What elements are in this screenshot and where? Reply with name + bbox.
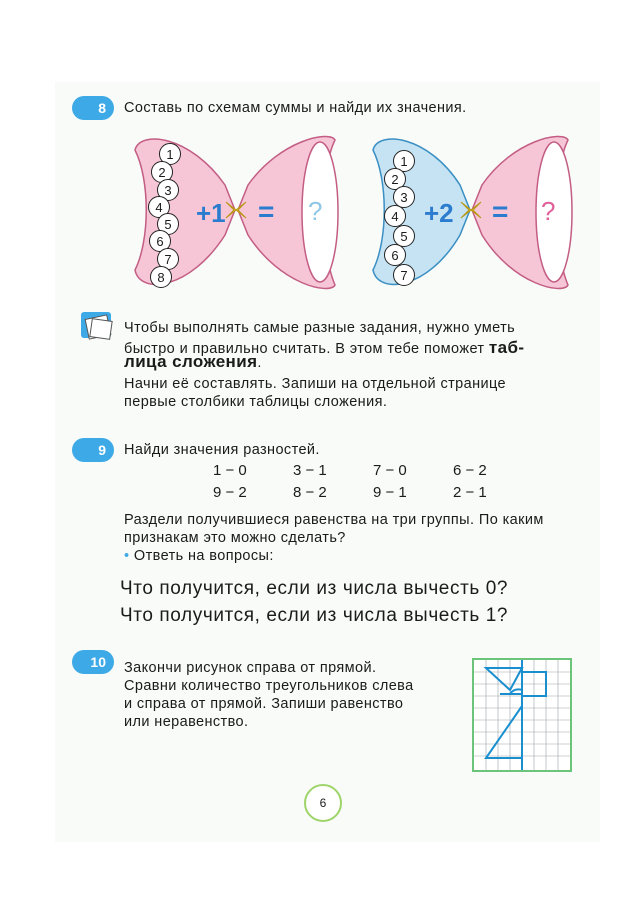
unknown-result: ? (308, 196, 323, 226)
bullet-icon: • (124, 548, 130, 564)
page-number (304, 784, 342, 822)
task-10-line-2: Сравни количество треугольников слева (124, 678, 414, 694)
task-9-bullet (124, 546, 274, 566)
page-number-text: 6 (319, 796, 327, 810)
unknown-result: ? (541, 196, 556, 226)
task-10-number: 10 (90, 654, 106, 670)
task-9-questions (120, 575, 508, 629)
equals-sign: = (258, 196, 275, 227)
task-10-line-4: или неравенство. (124, 714, 249, 730)
bubble: 8 (150, 266, 172, 288)
bubble: 1 (159, 143, 181, 165)
task-9-question-2: Что получится, если из числа вычесть 1? (120, 605, 509, 626)
bubble: 6 (384, 244, 406, 266)
bubble: 1 (393, 150, 415, 172)
bubble: 3 (393, 186, 415, 208)
bubble: 7 (157, 248, 179, 270)
task-8-number: 8 (98, 100, 106, 116)
task-10-badge (72, 650, 114, 674)
bubble: 5 (393, 225, 415, 247)
task-10-line-1: Закончи рисунок справа от прямой. (124, 660, 377, 676)
bubble: 4 (148, 196, 170, 218)
notebook-icon (78, 308, 116, 346)
expression: 8 − 2 (293, 484, 327, 501)
task-10-line-3: и справа от прямой. Запиши равенство (124, 696, 404, 712)
task-9-badge (72, 438, 114, 462)
triangle-drawing (474, 660, 570, 770)
expression: 9 − 1 (373, 484, 407, 501)
task-9-number: 9 (98, 442, 106, 458)
tip-line-5: первые столбики таблицы сложения. (124, 394, 388, 410)
tip-line-3 (124, 352, 262, 373)
task-9-paragraph-2: признакам это можно сделать? (124, 530, 346, 546)
bubble: 3 (157, 179, 179, 201)
bubble: 2 (384, 168, 406, 190)
task-8-badge (72, 96, 114, 120)
task-9-paragraph-1: Раздели получившиеся равенства на три группы. По каким (124, 512, 544, 528)
expression: 1 − 0 (213, 462, 247, 479)
bubble: 6 (149, 230, 171, 252)
expression: 9 − 2 (213, 484, 247, 501)
bubble: 4 (384, 205, 406, 227)
tip-bold-1: таб- (488, 338, 525, 357)
tip-line-2-text: быстро и правильно считать. В этом тебе поможет (124, 341, 485, 357)
task-8-instruction: Составь по схемам суммы и найди их значения. (124, 100, 467, 116)
tip-line-4: Начни её составлять. Запиши на отдельной странице (124, 376, 507, 392)
expression: 2 − 1 (453, 484, 487, 501)
equals-sign: = (492, 196, 509, 227)
expression: 6 − 2 (453, 462, 487, 479)
expression: 7 − 0 (373, 462, 407, 479)
bubble: 5 (157, 213, 179, 235)
task-10-drawing-grid (472, 658, 572, 772)
operator-plus-two: +2 (424, 198, 454, 228)
expression: 3 − 1 (293, 462, 327, 479)
operator-plus-one: +1 (196, 198, 226, 228)
tip-bold-2: лица сложения (124, 352, 258, 371)
task-9-question-1: Что получится, если из числа вычесть 0? (120, 578, 509, 599)
task-9-bullet-text: Ответь на вопросы: (133, 548, 274, 564)
tip-period: . (257, 355, 262, 371)
task-9-instruction: Найди значения разностей. (124, 442, 320, 458)
bubble: 7 (393, 264, 415, 286)
tip-line-1: Чтобы выполнять самые разные задания, нужно уметь (124, 320, 516, 336)
bubble: 2 (151, 161, 173, 183)
